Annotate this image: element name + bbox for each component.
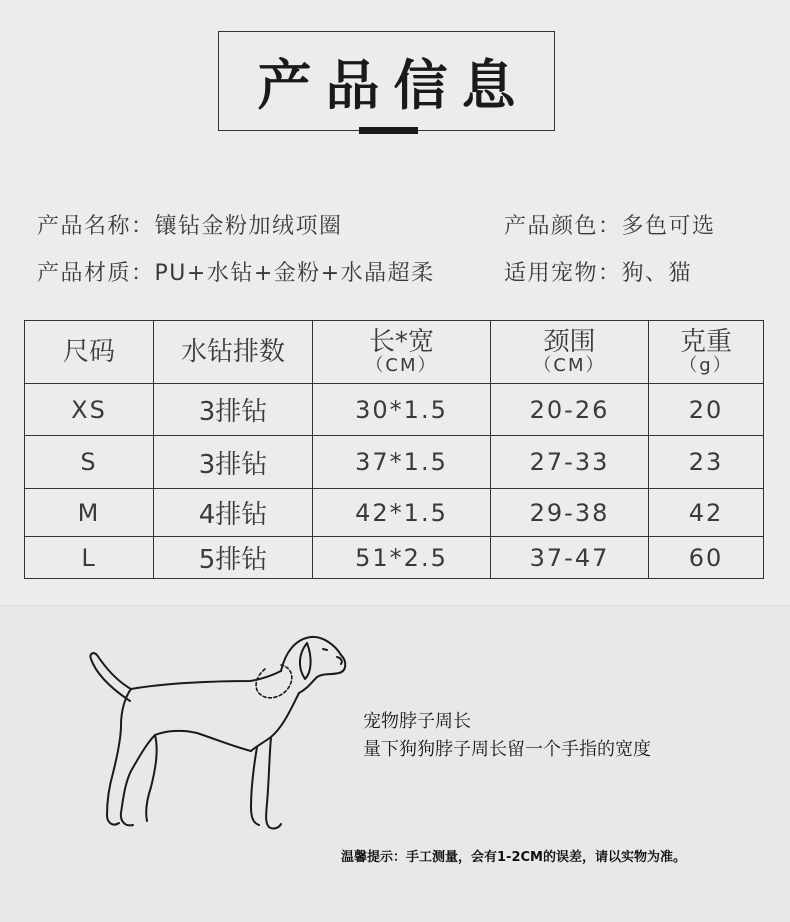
cell-rows: 5排钻 [154,537,313,579]
product-name-line [37,209,343,240]
header-length-width-label: 长*宽 [368,327,434,357]
cell-weight: 42 [649,489,764,537]
measure-guide-panel [0,605,790,922]
product-color-label: 产品颜色： [504,214,622,239]
table-row [25,537,764,579]
suitable-pet-value: 狗、猫 [621,261,693,286]
header-rows [154,321,313,384]
header-weight-label: 克重 [679,327,732,357]
page-title: 产品信息 [257,53,530,117]
measurement-tip: 温馨提示：手工测量，会有1-2CM的误差，请以实物为准。 [341,850,686,865]
cell-length-width: 42*1.5 [313,489,491,537]
cell-length-width: 51*2.5 [313,537,491,579]
product-color-line [504,209,716,240]
neck-measure-desc: 量下狗狗脖子周长留一个手指的宽度 [363,739,651,760]
cell-length-width: 30*1.5 [313,384,491,436]
product-material-line [37,256,435,287]
cell-rows: 3排钻 [154,384,313,436]
cell-weight: 23 [649,436,764,489]
header-neck [491,321,649,384]
header-weight-unit: （g） [679,355,733,376]
cell-length-width: 37*1.5 [313,436,491,489]
header-weight [649,321,764,384]
cell-neck: 29-38 [491,489,649,537]
size-table [24,320,764,579]
cell-size: XS [25,384,154,436]
header-neck-unit: （CM） [533,355,606,376]
title-underline [359,127,418,134]
cell-neck: 37-47 [491,537,649,579]
header-length-width [313,321,491,384]
cell-size: M [25,489,154,537]
title-box [218,31,555,131]
cell-weight: 60 [649,537,764,579]
product-material-label: 产品材质： [37,261,155,286]
neck-measure-title: 宠物脖子周长 [363,711,471,732]
dog-illustration [85,631,350,836]
product-name-value: 镶钻金粉加绒项圈 [154,214,343,239]
suitable-pet-label: 适用宠物： [504,261,622,286]
table-header-row [25,321,764,384]
cell-rows: 4排钻 [154,489,313,537]
product-material-value: PU+水钻+金粉+水晶超柔 [154,261,435,286]
header-neck-label: 颈围 [543,327,596,357]
header-length-width-unit: （CM） [365,355,438,376]
cell-weight: 20 [649,384,764,436]
cell-neck: 27-33 [491,436,649,489]
suitable-pet-line [504,256,692,287]
cell-rows: 3排钻 [154,436,313,489]
table-row [25,384,764,436]
table-row [25,436,764,489]
cell-size: L [25,537,154,579]
table-row [25,489,764,537]
header-size-label: 尺码 [62,337,115,367]
product-color-value: 多色可选 [621,214,716,239]
header-rows-label: 水钻排数 [180,337,285,367]
cell-size: S [25,436,154,489]
header-size [25,321,154,384]
cell-neck: 20-26 [491,384,649,436]
product-name-label: 产品名称： [37,214,155,239]
